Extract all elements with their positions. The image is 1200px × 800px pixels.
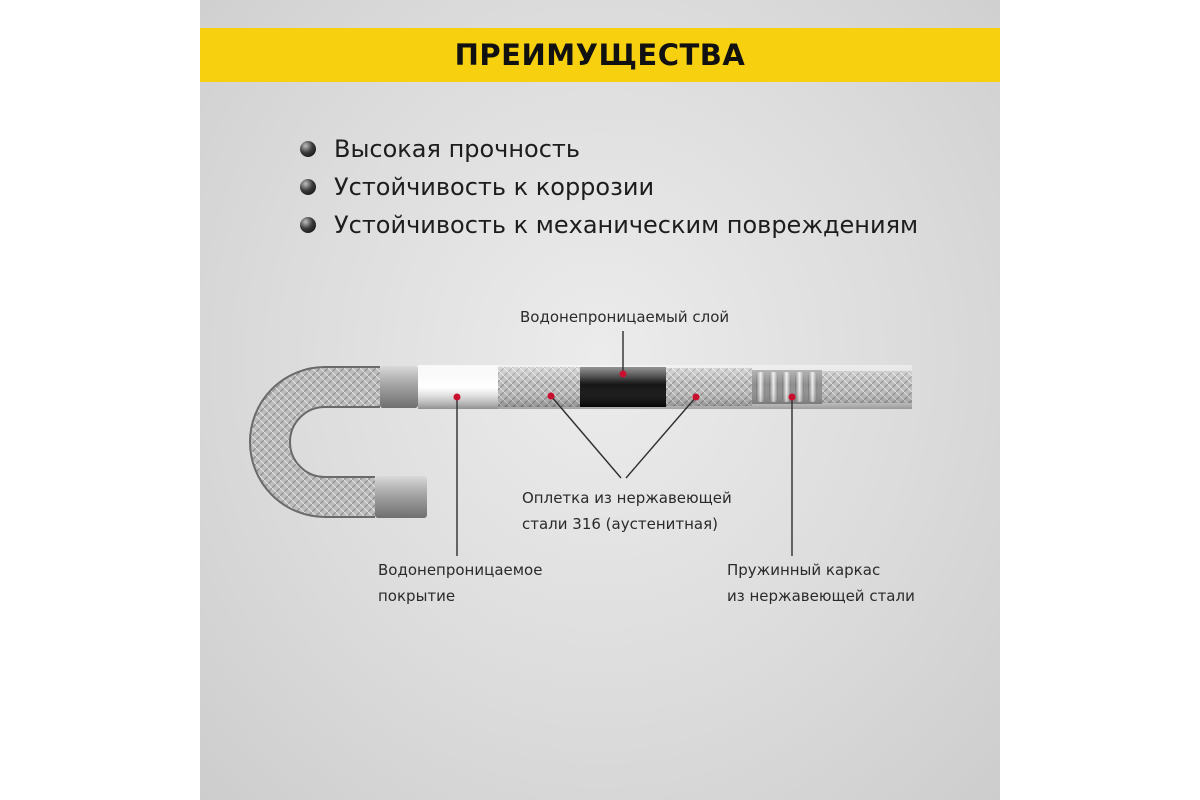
callout-text: Водонепроницаемый слой — [520, 308, 730, 326]
callout-text: Пружинный каркас — [727, 561, 881, 579]
callout-text: Оплетка из нержавеющей — [522, 489, 732, 507]
benefit-label: Устойчивость к коррозии — [334, 173, 655, 201]
tube-shading — [418, 365, 912, 409]
hose-straight — [418, 365, 912, 409]
marker-dot — [693, 394, 700, 401]
page-title: ПРЕИМУЩЕСТВА — [454, 38, 746, 72]
leader-line — [626, 397, 696, 478]
callout-text: стали 316 (аустенитная) — [522, 515, 718, 533]
advantages-card — [200, 0, 1000, 800]
hose-diagram — [200, 0, 1000, 800]
marker-dot — [620, 371, 627, 378]
end-fitting-top — [380, 366, 418, 408]
callout-braid — [522, 485, 732, 537]
marker-dot — [548, 393, 555, 400]
callout-text: из нержавеющей стали — [727, 587, 915, 605]
end-fitting-bottom — [375, 476, 427, 518]
callout-spring — [727, 557, 915, 609]
marker-dot — [789, 394, 796, 401]
callout-text: Водонепроницаемое — [378, 561, 543, 579]
callout-coating — [378, 557, 542, 609]
marker-dot — [454, 394, 461, 401]
benefit-label: Высокая прочность — [334, 135, 581, 163]
callout-text: покрытие — [378, 587, 456, 605]
hose-bend — [270, 366, 427, 518]
callout-waterproof-layer — [520, 304, 729, 330]
benefit-label: Устойчивость к механическим повреждениям — [334, 211, 919, 239]
